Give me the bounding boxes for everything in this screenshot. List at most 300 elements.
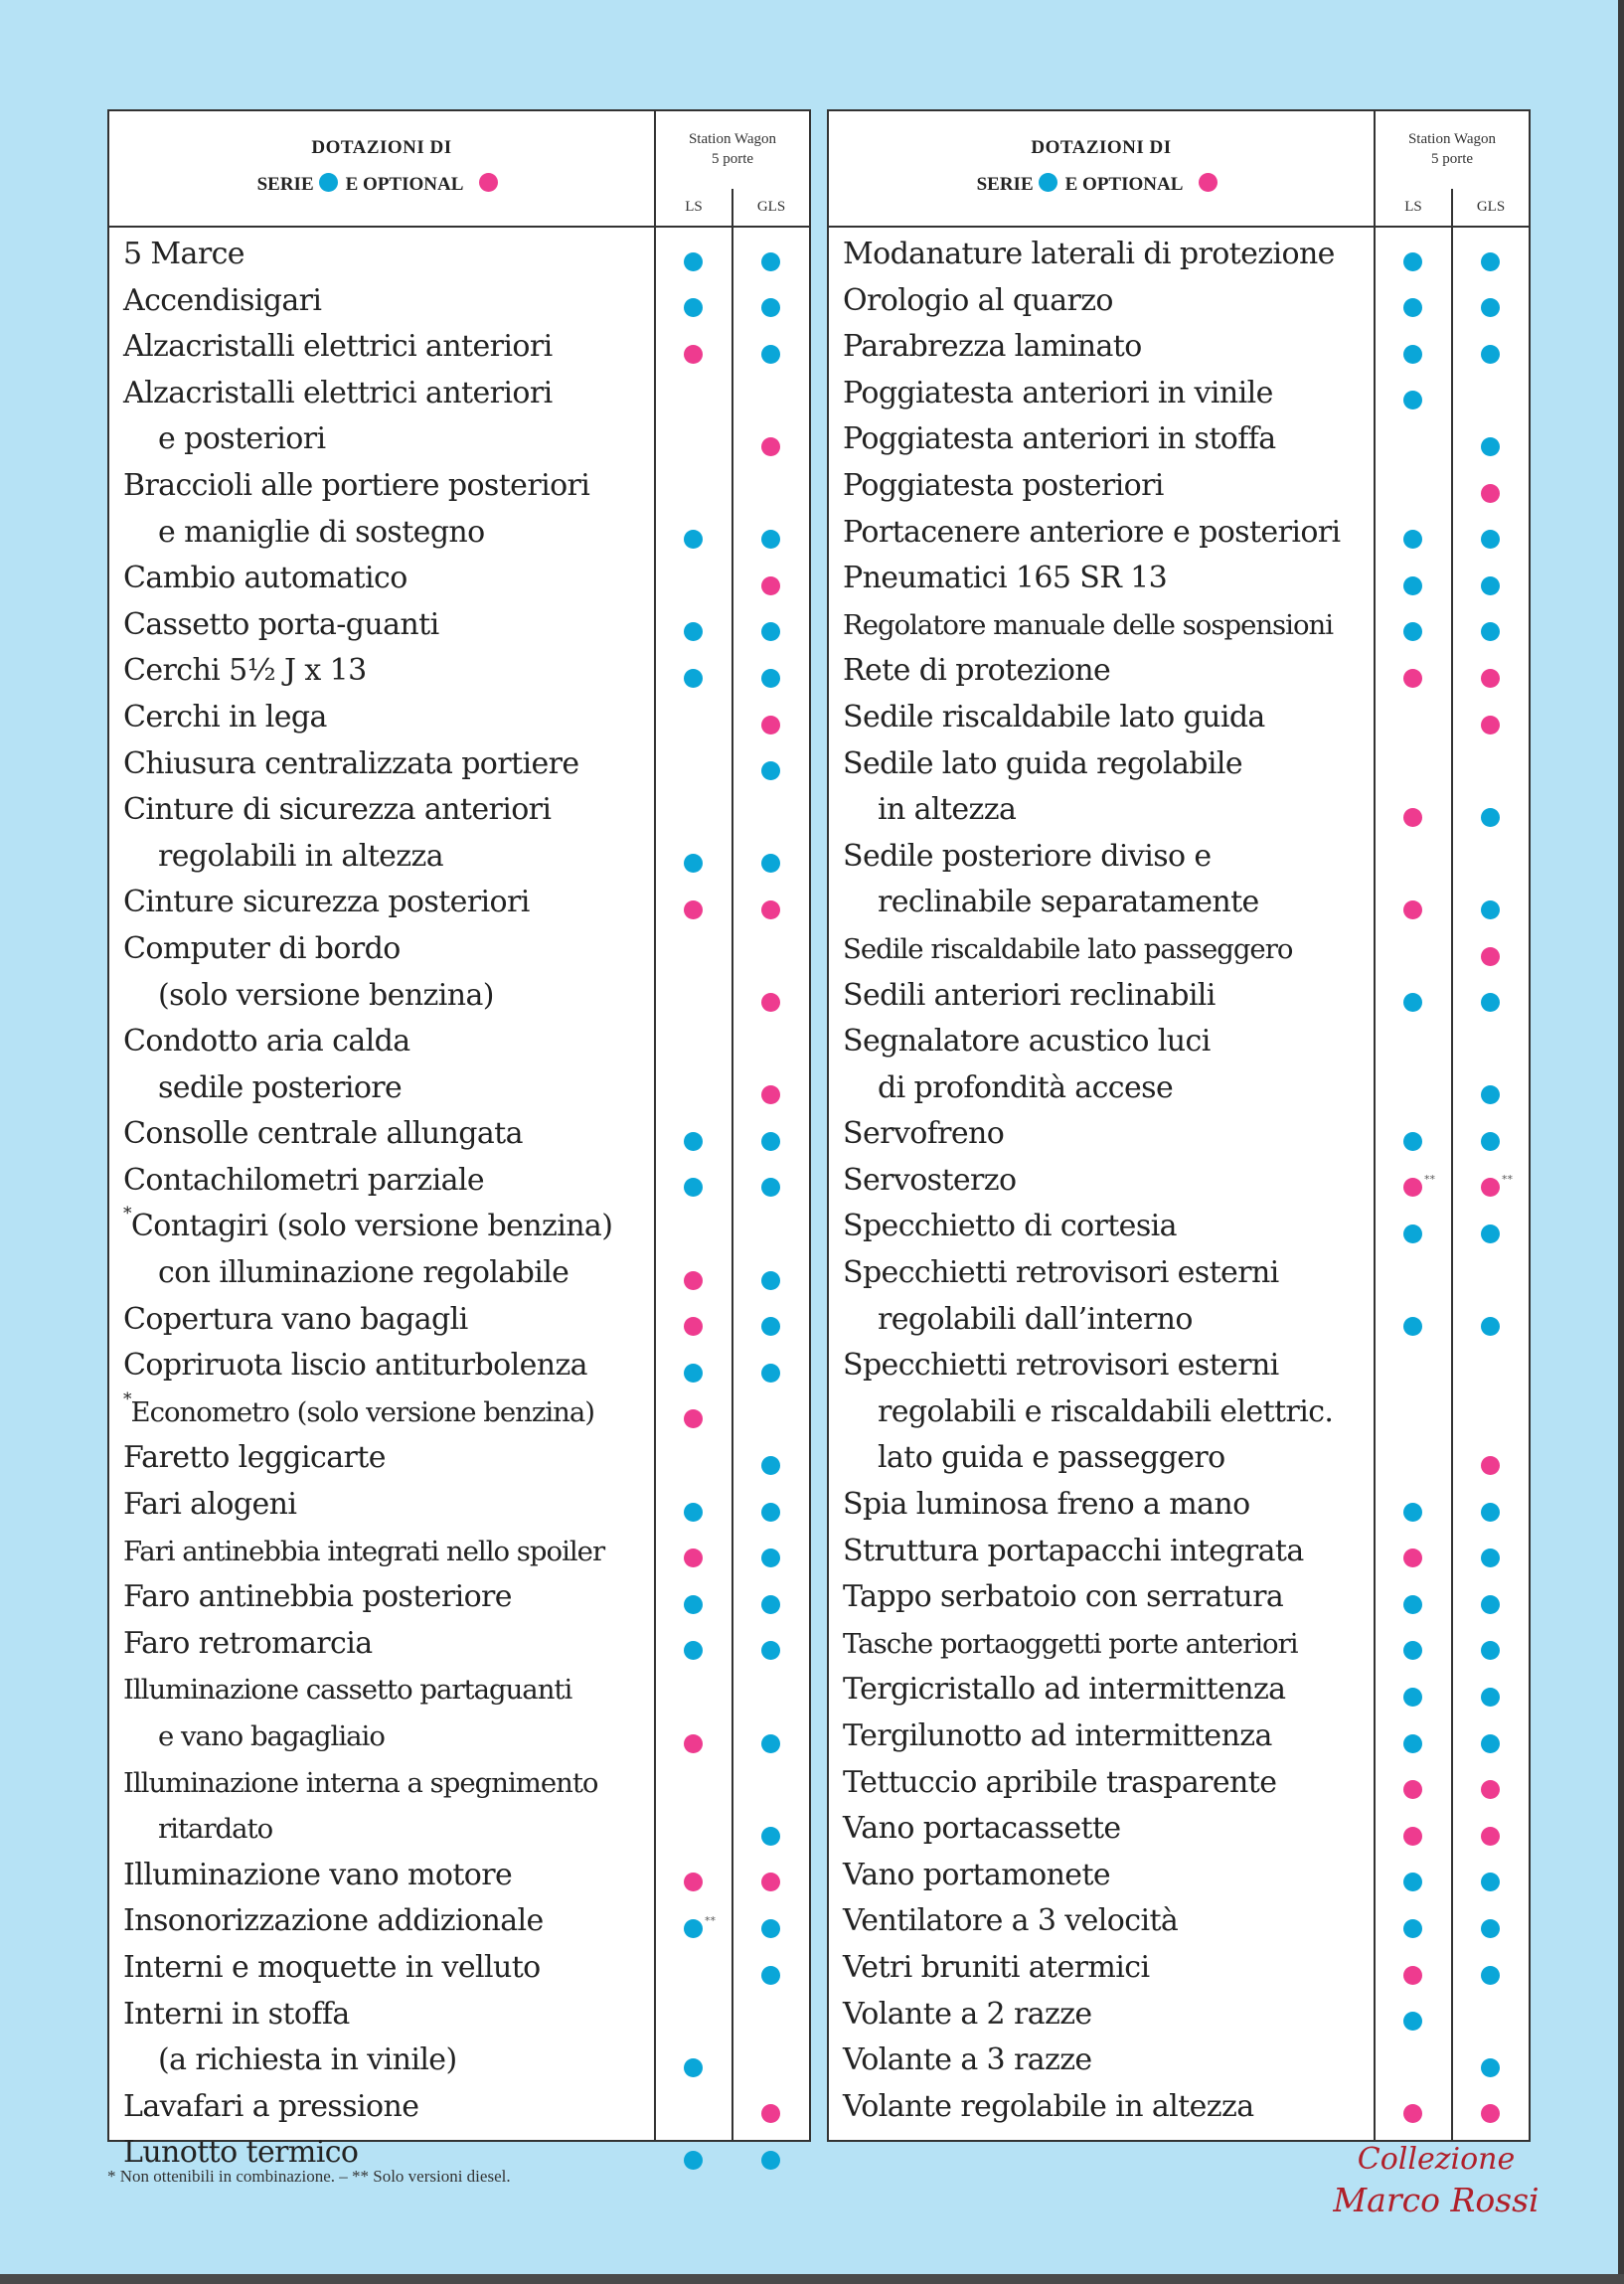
gls-serie-dot-icon: [761, 1734, 780, 1753]
item-label: [123, 1945, 650, 1992]
gls-serie-dot-icon: [1481, 298, 1500, 317]
table-row: [109, 1988, 809, 2080]
item-label-text: Tettuccio apribile trasparente: [843, 1764, 1277, 1800]
table-row: [109, 876, 809, 922]
column-gls-header: GLS: [1476, 199, 1506, 215]
item-label-text: Illuminazione interna a spegnimento: [123, 1766, 598, 1799]
table-row: [829, 969, 1529, 1016]
item-label-line: [123, 1945, 650, 1992]
serie-dot-icon: [319, 173, 338, 192]
item-label-text: Tappo serbatoio con serratura: [843, 1579, 1284, 1615]
item-label-line: [843, 1806, 1370, 1853]
ls-optional-dot-icon: [1403, 1780, 1422, 1799]
item-label-text: Insonorizzazione addizionale: [123, 1903, 544, 1939]
item-label-text: Computer di bordo: [123, 930, 401, 966]
stamp-line-2: Marco Rossi: [1333, 2181, 1540, 2219]
gls-serie-dot-icon: [761, 1966, 780, 1985]
item-label-line: [123, 1574, 650, 1621]
item-label-line: [123, 556, 650, 602]
gls-serie-dot-icon: [1481, 2058, 1500, 2077]
item-label-text: Specchietto di cortesia: [843, 1209, 1177, 1244]
ls-serie-dot-icon: [684, 1641, 703, 1660]
gls-serie-dot-icon: [761, 1641, 780, 1660]
item-label: [123, 1529, 650, 1575]
ls-serie-dot-icon: [1403, 298, 1422, 317]
item-label-text: Chiusura centralizzata portiere: [123, 745, 579, 781]
ls-serie-dot-icon: [1403, 576, 1422, 595]
item-label: [843, 1760, 1370, 1807]
table-row: [109, 1107, 809, 1154]
items-list-left: [109, 228, 809, 2173]
item-label-continuation: [843, 787, 1370, 834]
item-label: [843, 1667, 1370, 1713]
item-label: [123, 741, 650, 788]
item-label-text: Interni e moquette in velluto: [123, 1949, 541, 1985]
item-label-text: Sedile riscaldabile lato guida: [843, 699, 1265, 734]
gls-serie-dot-icon: [1481, 1919, 1500, 1938]
table-row: [109, 1617, 809, 1664]
ls-serie-dot-icon: [1403, 2012, 1422, 2031]
table-row: [109, 737, 809, 784]
item-label-text: Illuminazione vano motore: [123, 1857, 513, 1892]
item-label-text: Tasche portaoggetti porte anteriori: [843, 1627, 1298, 1660]
gls-serie-dot-icon: [761, 298, 780, 317]
table-row: [829, 691, 1529, 737]
table-header: [109, 111, 809, 228]
ls-serie-dot-icon: [684, 2058, 703, 2077]
header-legend: [109, 173, 654, 196]
item-label-continuation: [123, 2038, 650, 2084]
item-label-line: [843, 232, 1370, 278]
gls-serie-dot-icon: [761, 1364, 780, 1383]
item-label-continuation: [843, 880, 1370, 926]
item-label-text: 5 Marce: [123, 237, 244, 271]
item-label: [843, 2084, 1370, 2131]
item-label-text: Accendisigari: [123, 282, 322, 318]
gls-optional-dot-icon: [761, 993, 780, 1012]
item-label: [123, 463, 650, 556]
ls-optional-dot-icon: [1403, 1827, 1422, 1846]
table-row: [109, 1339, 809, 1386]
table-row: [829, 320, 1529, 367]
item-label: [843, 1111, 1370, 1158]
item-label: [123, 602, 650, 649]
item-label-text: Faro retromarcia: [123, 1625, 373, 1661]
ls-optional-dot-icon: [1403, 1178, 1422, 1197]
item-label-line: [843, 834, 1370, 881]
item-label-line: [843, 602, 1370, 649]
item-label-text: Vetri bruniti atermici: [843, 1949, 1150, 1985]
table-row: [829, 1154, 1529, 1201]
item-label-text: Specchietti retrovisori esterni: [843, 1348, 1279, 1384]
item-label: [123, 2084, 650, 2131]
item-label-text: in altezza: [878, 792, 1017, 828]
item-label-line: [843, 1898, 1370, 1945]
gls-optional-dot-icon: [1481, 669, 1500, 688]
item-label-continuation: [843, 1389, 1370, 1436]
item-label: [843, 1529, 1370, 1575]
item-label: [843, 1992, 1370, 2039]
gls-serie-dot-icon: [1481, 1873, 1500, 1891]
ls-serie-dot-icon: [684, 298, 703, 317]
item-label-continuation: [843, 1065, 1370, 1112]
item-label-line: [843, 416, 1370, 463]
table-row: [109, 228, 809, 274]
item-label-continuation: [123, 1065, 650, 1112]
gls-serie-dot-icon: [1481, 993, 1500, 1012]
table-row: [109, 1663, 809, 1755]
ls-serie-dot-icon: [684, 1919, 703, 1938]
item-label-line: [843, 1667, 1370, 1713]
gls-optional-dot-icon: [761, 576, 780, 595]
item-label: [843, 324, 1370, 371]
table-row: [109, 691, 809, 737]
item-label: [843, 1621, 1370, 1668]
item-label-text: Consolle centrale allungata: [123, 1116, 523, 1152]
item-label-text: Vano portamonete: [843, 1857, 1111, 1892]
ls-optional-dot-icon: [684, 900, 703, 919]
gls-serie-dot-icon: [1481, 1503, 1500, 1522]
item-label-line: [123, 1435, 650, 1482]
model-header: [1376, 129, 1529, 169]
collection-stamp: [1312, 2142, 1560, 2219]
item-label-text: reclinabile separatamente: [878, 885, 1259, 920]
ls-serie-dot-icon: [1403, 1734, 1422, 1753]
ls-serie-dot-icon: [1403, 622, 1422, 641]
header-title: DOTAZIONI DI: [1031, 137, 1172, 158]
gls-optional-dot-icon: [761, 437, 780, 456]
serie-dot-icon: [1039, 173, 1057, 192]
gls-serie-dot-icon: [761, 669, 780, 688]
item-label-line: [843, 1574, 1370, 1621]
item-label: [843, 741, 1370, 834]
item-label-text: Alzacristalli elettrici anteriori: [123, 329, 553, 365]
gls-optional-dot-icon: [1481, 947, 1500, 966]
item-label-line: [123, 1019, 650, 1065]
diesel-note-mark: **: [705, 1913, 716, 1927]
item-label-line: [123, 1297, 650, 1344]
item-label-line: [123, 1992, 650, 2039]
item-label-line: [843, 324, 1370, 371]
table-row: [109, 1293, 809, 1340]
table-row: [109, 1570, 809, 1617]
gls-serie-dot-icon: [1481, 1549, 1500, 1567]
item-label-line: [123, 278, 650, 325]
gls-serie-dot-icon: [1481, 1132, 1500, 1151]
gls-optional-dot-icon: [1481, 1178, 1500, 1197]
item-label: [843, 973, 1370, 1020]
table-row: [109, 459, 809, 552]
table-row: [829, 1663, 1529, 1710]
item-label-text: Spia luminosa freno a mano: [843, 1487, 1250, 1523]
table-row: [829, 1941, 1529, 1988]
equipment-table-left: [107, 109, 811, 2171]
item-label-text: Contagiri (solo versione benzina): [130, 1209, 613, 1244]
item-label: [843, 1343, 1370, 1482]
item-label: [843, 371, 1370, 417]
item-label-line: [843, 463, 1370, 510]
ls-serie-dot-icon: [684, 622, 703, 641]
item-label: [123, 1158, 650, 1205]
gls-serie-dot-icon: [761, 1271, 780, 1290]
item-label-text: Tergilunotto ad intermittenza: [843, 1718, 1272, 1754]
item-label-text: Fari alogeni: [123, 1487, 297, 1523]
item-label-text: Servosterzo: [843, 1162, 1017, 1198]
table-row: [829, 598, 1529, 645]
gls-optional-dot-icon: [1481, 1780, 1500, 1799]
table-row: [829, 459, 1529, 506]
gls-optional-dot-icon: [1481, 716, 1500, 734]
gls-serie-dot-icon: [761, 1595, 780, 1614]
table-row: [109, 1386, 809, 1432]
gls-serie-dot-icon: [761, 1178, 780, 1197]
item-label-text: lato guida e passeggero: [878, 1440, 1225, 1476]
ls-serie-dot-icon: [1403, 530, 1422, 549]
table-row: [829, 830, 1529, 922]
item-label-line: [123, 1204, 650, 1250]
table-row: [109, 1431, 809, 1478]
item-label: [123, 648, 650, 695]
item-label: [843, 1853, 1370, 1899]
item-label-line: [843, 1621, 1370, 1668]
table-row: [829, 922, 1529, 969]
ls-serie-dot-icon: [1403, 345, 1422, 364]
item-label-line: [123, 324, 650, 371]
table-row: [829, 644, 1529, 691]
item-label: [123, 278, 650, 325]
stamp-line-1: Collezione: [1357, 2142, 1516, 2177]
table-row: [829, 1478, 1529, 1525]
item-label-continuation: [843, 1435, 1370, 1482]
ls-optional-dot-icon: [684, 1734, 703, 1753]
ls-serie-dot-icon: [1403, 1641, 1422, 1660]
table-row: [109, 1478, 809, 1525]
item-label-line: [123, 787, 650, 834]
item-label: [843, 463, 1370, 510]
gls-serie-dot-icon: [1481, 437, 1500, 456]
item-label-line: [123, 1111, 650, 1158]
table-row: [109, 644, 809, 691]
item-label-text: ritardato: [158, 1813, 273, 1846]
item-label: [843, 695, 1370, 741]
item-label-line: [123, 1158, 650, 1205]
table-row: [829, 1200, 1529, 1246]
diesel-note-mark: **: [1424, 1173, 1435, 1187]
item-label-text: regolabili in altezza: [158, 838, 444, 874]
item-label-text: Ventilatore a 3 velocità: [843, 1903, 1179, 1939]
ls-serie-dot-icon: [684, 854, 703, 873]
item-label-line: [843, 1158, 1370, 1205]
item-label-continuation: [843, 1297, 1370, 1344]
table-row: [829, 552, 1529, 598]
item-label-line: [123, 1853, 650, 1899]
item-label-text: Volante a 3 razze: [843, 2042, 1092, 2078]
gls-serie-dot-icon: [1481, 1317, 1500, 1336]
item-label-continuation: [123, 416, 650, 463]
item-label-line: [123, 695, 650, 741]
item-label-line: [123, 1667, 650, 1713]
footnote-star: *: [123, 1388, 131, 1409]
gls-serie-dot-icon: [1481, 622, 1500, 641]
item-label: [123, 1343, 650, 1389]
item-label: [123, 1667, 650, 1759]
item-label-text: Econometro (solo versione benzina): [130, 1395, 594, 1428]
item-label-line: [843, 1204, 1370, 1250]
gls-optional-dot-icon: [1481, 1456, 1500, 1475]
item-label-line: [843, 1111, 1370, 1158]
ls-serie-dot-icon: [684, 1595, 703, 1614]
item-label-text: Sedile posteriore diviso e: [843, 838, 1212, 874]
ls-serie-dot-icon: [684, 1364, 703, 1383]
table-row: [829, 412, 1529, 459]
item-label-line: [843, 2038, 1370, 2084]
item-label: [843, 278, 1370, 325]
item-label-line: [123, 880, 650, 926]
table-row: [829, 1710, 1529, 1756]
item-label-continuation: [123, 510, 650, 557]
item-label-text: Faretto leggicarte: [123, 1440, 386, 1476]
gls-serie-dot-icon: [1481, 1224, 1500, 1243]
gls-optional-dot-icon: [761, 2104, 780, 2123]
item-label-text: Sedile riscaldabile lato passeggero: [843, 932, 1293, 965]
gls-serie-dot-icon: [761, 854, 780, 873]
gls-serie-dot-icon: [761, 2151, 780, 2170]
ls-serie-dot-icon: [684, 2151, 703, 2170]
table-row: [109, 1015, 809, 1107]
item-label: [843, 1806, 1370, 1853]
item-label: [123, 232, 650, 278]
item-label-text: Orologio al quarzo: [843, 282, 1113, 318]
ls-serie-dot-icon: [1403, 1224, 1422, 1243]
item-label-text: e maniglie di sostegno: [158, 514, 485, 550]
item-label-line: [843, 2084, 1370, 2131]
item-label-continuation: [123, 973, 650, 1020]
gls-serie-dot-icon: [761, 1456, 780, 1475]
item-label-line: [123, 371, 650, 417]
item-label: [843, 602, 1370, 649]
items-list-right: [829, 228, 1529, 2126]
table-row: [109, 2126, 809, 2173]
item-label: [843, 1158, 1370, 1205]
item-label-line: [843, 1482, 1370, 1529]
legend-optional-label: E OPTIONAL: [1064, 174, 1184, 195]
ls-serie-dot-icon: [1403, 1317, 1422, 1336]
item-label-text: Specchietti retrovisori esterni: [843, 1255, 1279, 1291]
gls-serie-dot-icon: [1481, 576, 1500, 595]
gls-serie-dot-icon: [761, 1132, 780, 1151]
ls-optional-dot-icon: [1403, 669, 1422, 688]
item-label-text: (a richiesta in vinile): [158, 2042, 457, 2078]
ls-serie-dot-icon: [1403, 1132, 1422, 1151]
item-label: [843, 648, 1370, 695]
header-title: DOTAZIONI DI: [311, 137, 452, 158]
item-label-text: Struttura portapacchi integrata: [843, 1533, 1304, 1568]
item-label-text: regolabili e riscaldabili elettric.: [878, 1393, 1334, 1429]
item-label-line: [843, 556, 1370, 602]
gls-serie-dot-icon: [1481, 1734, 1500, 1753]
item-label: [123, 1019, 650, 1111]
item-label-line: [123, 463, 650, 510]
item-label-text: Lavafari a pressione: [123, 2088, 419, 2124]
table-row: [109, 274, 809, 321]
item-label-line: [123, 1898, 650, 1945]
item-label-line: [843, 510, 1370, 557]
item-label-text: Segnalatore acustico luci: [843, 1024, 1211, 1060]
gls-serie-dot-icon: [1481, 252, 1500, 271]
item-label-text: Sedili anteriori reclinabili: [843, 977, 1216, 1013]
table-row: [109, 2080, 809, 2127]
table-row: [109, 1894, 809, 1941]
item-label-continuation: [123, 1806, 650, 1853]
table-row: [829, 1246, 1529, 1339]
table-row: [829, 1617, 1529, 1664]
gls-serie-dot-icon: [1481, 345, 1500, 364]
model-line-1: Station Wagon: [688, 131, 777, 147]
item-label-text: Cassetto porta-guanti: [123, 606, 439, 642]
item-label-text: Parabrezza laminato: [843, 329, 1142, 365]
table-row: [829, 1894, 1529, 1941]
item-label-text: Braccioli alle portiere posteriori: [123, 467, 590, 503]
table-row: [829, 1802, 1529, 1849]
item-label: [843, 1713, 1370, 1760]
item-label: [123, 695, 650, 741]
item-label-line: [843, 1343, 1370, 1389]
item-label-text: Regolatore manuale delle sospensioni: [843, 608, 1334, 641]
item-label: [843, 926, 1370, 973]
gls-serie-dot-icon: [1481, 808, 1500, 827]
gls-serie-dot-icon: [1481, 1641, 1500, 1660]
item-label-text: Poggiatesta anteriori in stoffa: [843, 421, 1276, 457]
ls-serie-dot-icon: [684, 669, 703, 688]
ls-serie-dot-icon: [684, 1178, 703, 1197]
table-row: [829, 1339, 1529, 1478]
table-row: [109, 367, 809, 459]
ls-serie-dot-icon: [1403, 1688, 1422, 1707]
item-label: [843, 2038, 1370, 2084]
item-label: [843, 416, 1370, 463]
ls-serie-dot-icon: [1403, 1503, 1422, 1522]
table-row: [109, 1200, 809, 1292]
item-label-line: [843, 1250, 1370, 1297]
column-gls-header: GLS: [756, 199, 786, 215]
model-line-2: 5 porte: [711, 151, 754, 167]
item-label-line: [123, 1343, 650, 1389]
footnote-star: *: [123, 1204, 131, 1224]
item-label-text: Cerchi 5½ J x 13: [123, 653, 367, 689]
item-label-text: Portacenere anteriore e posteriori: [843, 514, 1341, 550]
gls-serie-dot-icon: [761, 1549, 780, 1567]
table-row: [829, 737, 1529, 830]
item-label-line: [123, 1760, 650, 1807]
item-label: [843, 1574, 1370, 1621]
table-row: [829, 2080, 1529, 2127]
item-label: [843, 1019, 1370, 1111]
gls-serie-dot-icon: [1481, 900, 1500, 919]
item-label-text: Fari antinebbia integrati nello spoiler: [123, 1535, 605, 1567]
gls-serie-dot-icon: [761, 1317, 780, 1336]
gls-serie-dot-icon: [1481, 1688, 1500, 1707]
ls-optional-dot-icon: [684, 1409, 703, 1428]
item-label: [123, 1992, 650, 2084]
item-label: [843, 556, 1370, 602]
item-label: [843, 1204, 1370, 1250]
item-label-text: Cerchi in lega: [123, 699, 327, 734]
footnote: * Non ottenibili in combinazione. – ** Solo versioni diesel.: [107, 2167, 511, 2186]
ls-serie-dot-icon: [684, 530, 703, 549]
gls-optional-dot-icon: [1481, 2104, 1500, 2123]
item-label-text: Interni in stoffa: [123, 1996, 350, 2032]
item-label: [843, 1898, 1370, 1945]
